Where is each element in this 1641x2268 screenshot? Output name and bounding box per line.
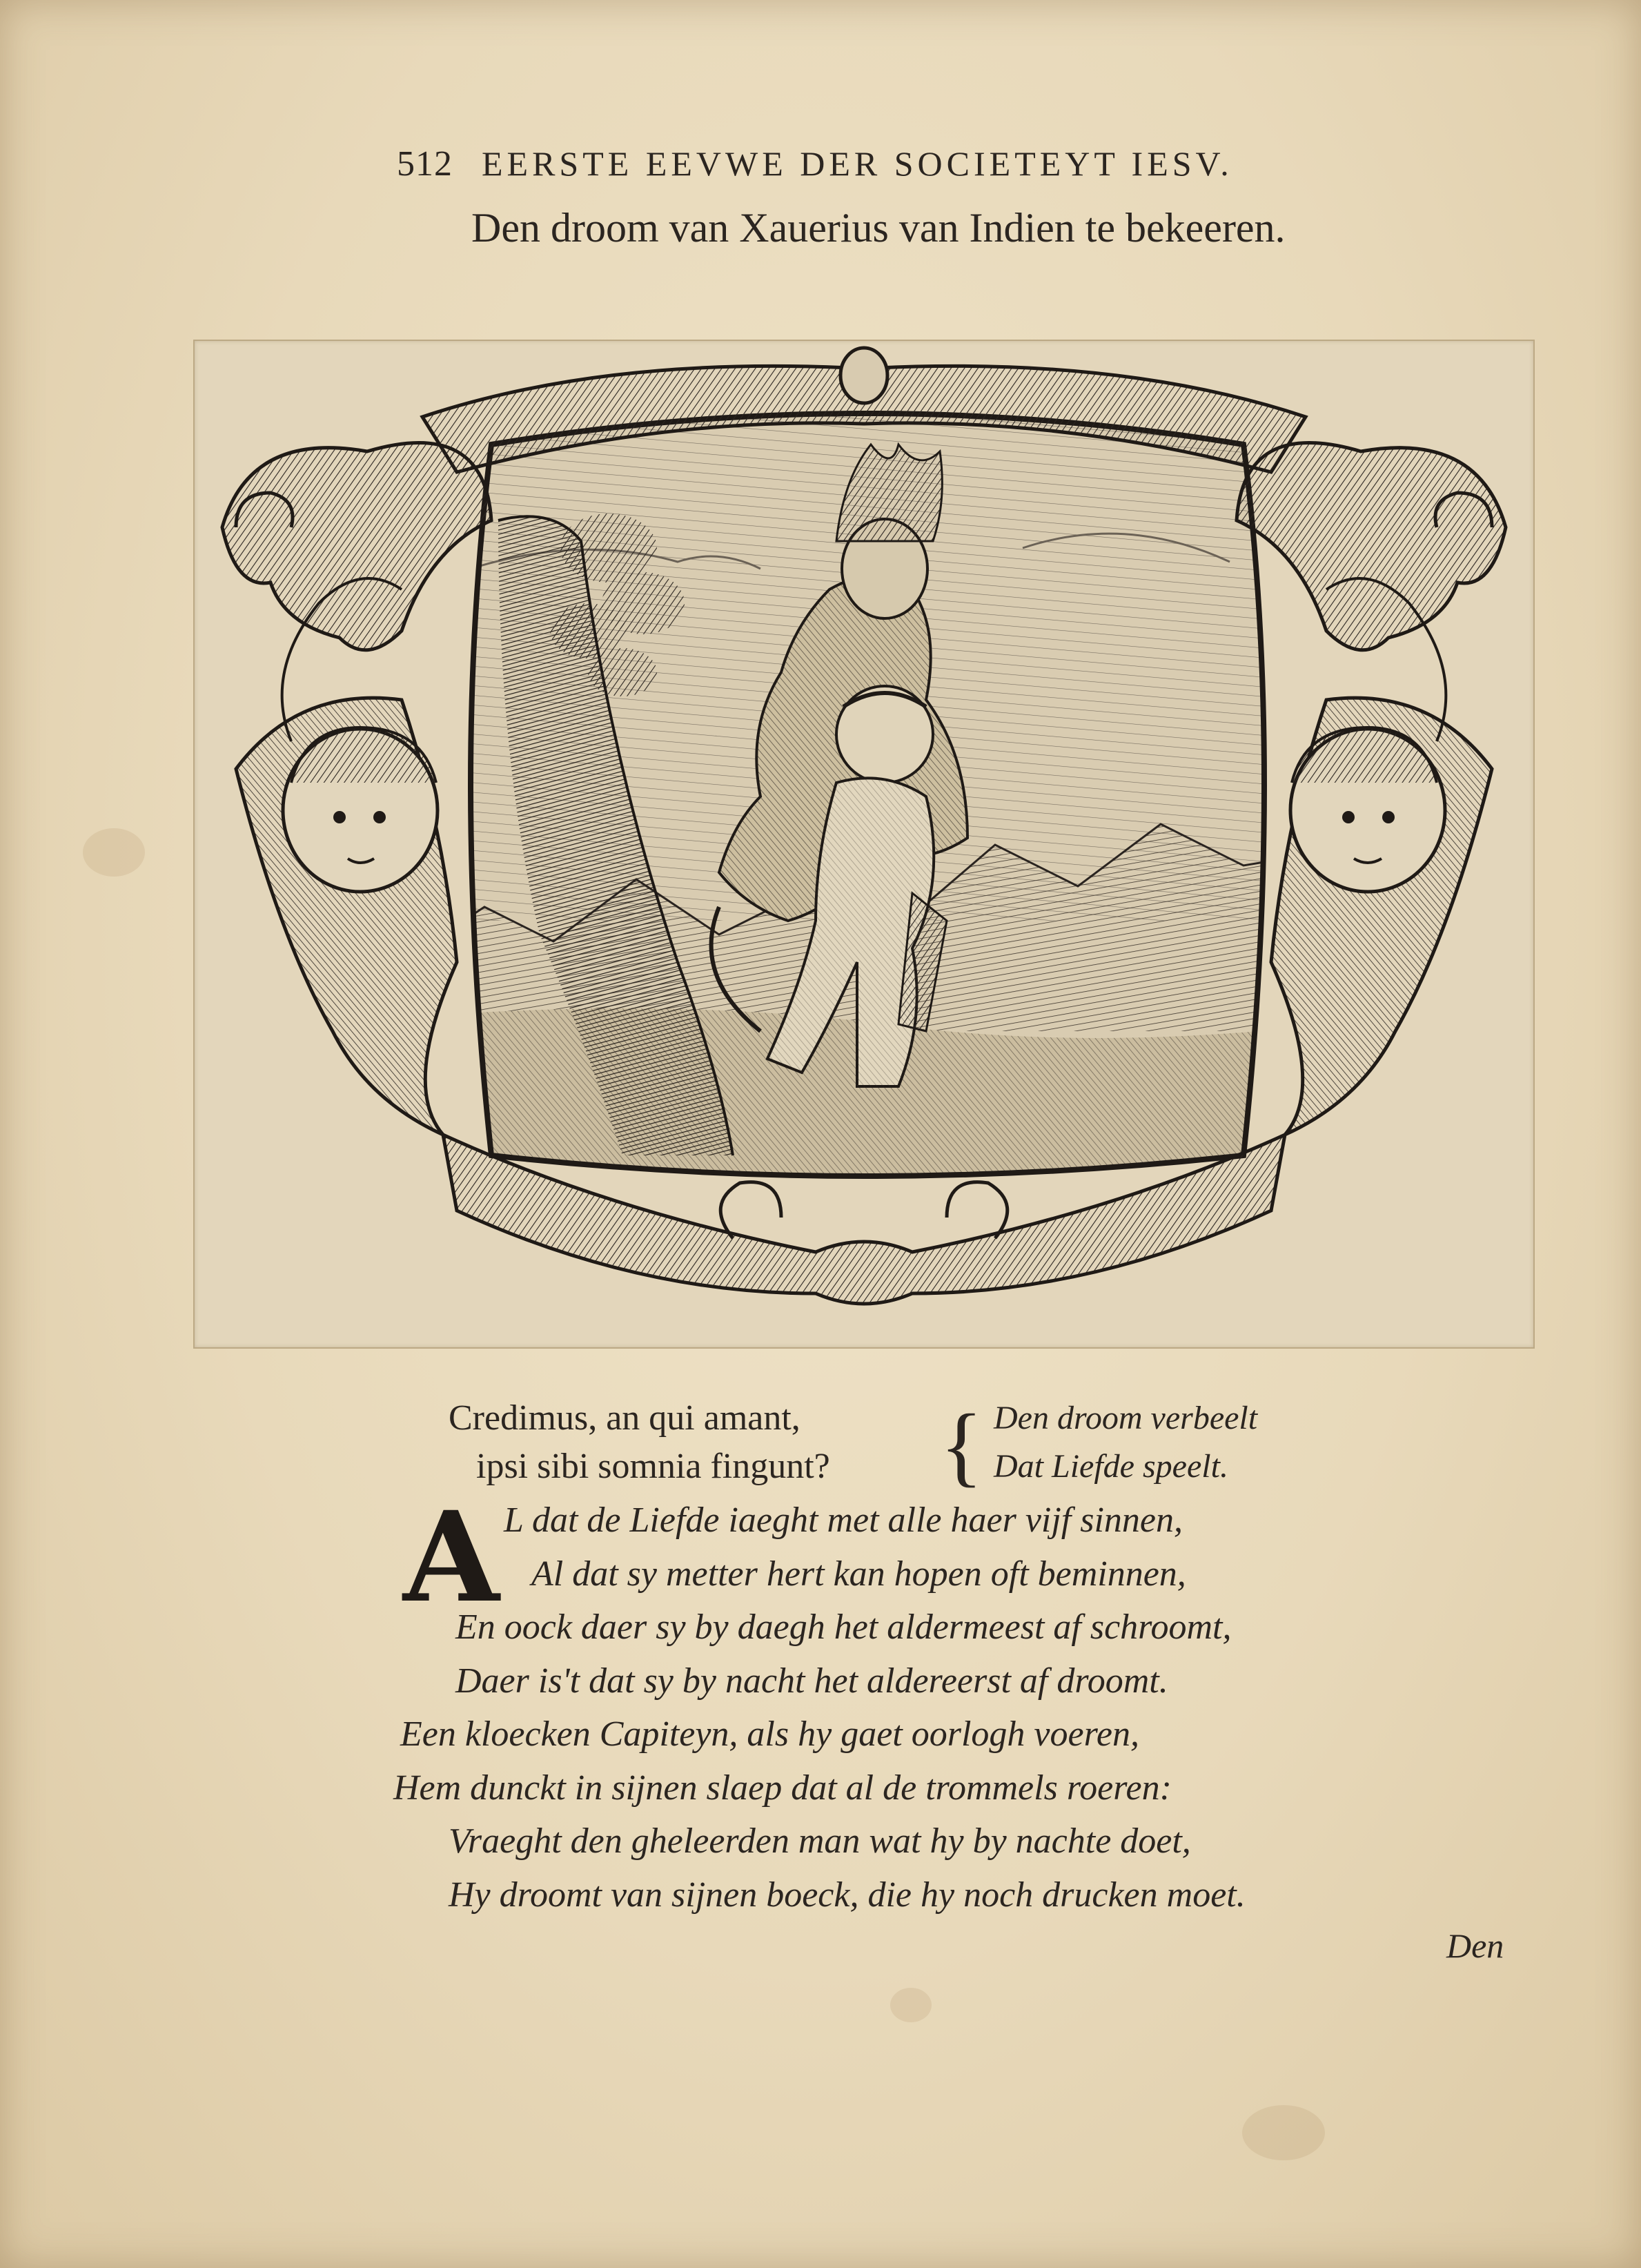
scene xyxy=(402,396,1326,1224)
page-subtitle: Den droom van Xauerius van Indien te bekeeren. xyxy=(471,205,1286,251)
poem-line: Een kloecken Capiteyn, als hy gaet oorlogh voeren, xyxy=(400,1714,1139,1754)
poem-text xyxy=(393,1485,1511,1922)
running-header-text: EERSTE EEVWE DER SOCIETEYT IESV. xyxy=(482,144,1233,183)
poem-line: Hy droomt van sijnen boeck, die hy noch drucken moet. xyxy=(449,1875,1246,1915)
poem-line: Hem dunckt in sijnen slaep dat al de trommels roeren: xyxy=(393,1768,1172,1808)
engraving-illustration xyxy=(195,341,1533,1347)
engraving-plate xyxy=(193,340,1535,1349)
motto-dutch xyxy=(994,1394,1477,1491)
left-volute xyxy=(222,443,491,650)
motto-dutch-line: Dat Liefde speelt. xyxy=(994,1448,1228,1485)
motto-latin xyxy=(449,1394,932,1491)
poem-line: Vraeght den gheleerden man wat hy by nachte doet, xyxy=(449,1821,1191,1861)
motto-dutch-line: Den droom verbeelt xyxy=(994,1400,1258,1436)
foxing-spot xyxy=(83,828,145,877)
motto-latin-line: Credimus, an qui amant, xyxy=(449,1398,800,1438)
catchword: Den xyxy=(1446,1926,1504,1965)
page-number: 512 xyxy=(397,144,453,184)
foxing-spot xyxy=(890,1988,932,2022)
motto-latin-line: ipsi sibi somnia fingunt? xyxy=(476,1447,830,1486)
drop-cap: A xyxy=(403,1485,500,1630)
poem-line: Daer is't dat sy by nacht het aldereerst af droomt. xyxy=(455,1661,1168,1701)
poem-line: L dat de Liefde iaeght met alle haer vijf sinnen, xyxy=(504,1500,1183,1540)
motto-brace: { xyxy=(940,1396,983,1496)
running-header xyxy=(397,144,1501,184)
right-volute xyxy=(1237,443,1506,650)
poem-line: En oock daer sy by daegh het aldermeest af schroomt, xyxy=(455,1607,1232,1647)
poem-line: Al dat sy metter hert kan hopen oft beminnen, xyxy=(531,1554,1186,1594)
foxing-spot xyxy=(1242,2105,1325,2160)
